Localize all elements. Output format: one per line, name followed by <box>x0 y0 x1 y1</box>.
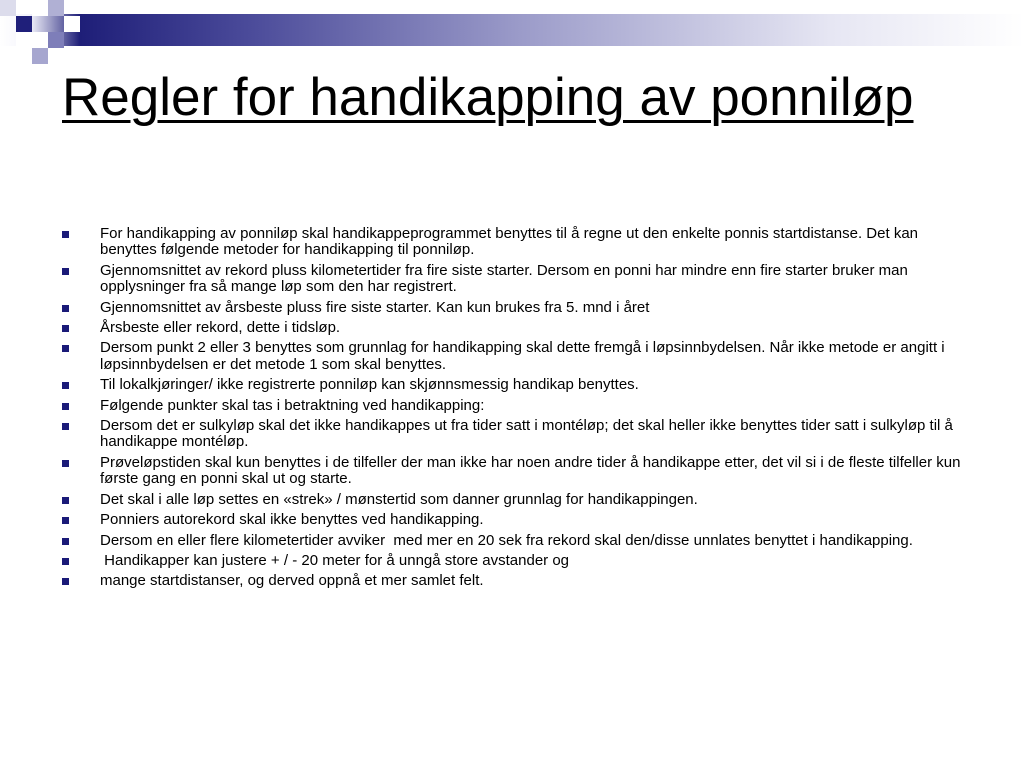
bullet-item <box>62 455 972 488</box>
decorative-square <box>48 32 64 48</box>
square-bullet-icon <box>62 423 69 430</box>
square-bullet-icon <box>62 345 69 352</box>
bullet-text: Gjennomsnittet av rekord pluss kilometertider fra fire siste starter. Dersom en ponni har mindre enn fire starter bruker man opplysninger fra så mange løp som den har registrert. <box>100 261 913 296</box>
bullet-text: Prøveløpstiden skal kun benyttes i de tilfeller der man ikke har noen andre tider å handikappe etter, det vil si i de fleste tilfeller kun første gang en ponni skal ut og starte. <box>100 453 965 488</box>
square-bullet-icon <box>62 517 69 524</box>
bullet-text: Dersom punkt 2 eller 3 benyttes som grunnlag for handikapping skal dette fremgå i løpsinnbydelsen. Når ikke metode er angitt i løpsinnbydelsen er det metode 1 som skal benyttes. <box>100 339 949 373</box>
bullet-text: Gjennomsnittet av årsbeste pluss fire siste starter. Kan kun brukes fra 5. mnd i året <box>100 298 650 316</box>
bullet-item <box>62 377 972 393</box>
bullet-item <box>62 492 972 508</box>
square-bullet-icon <box>62 268 69 275</box>
bullet-item <box>62 263 972 296</box>
square-bullet-icon <box>62 538 69 545</box>
decorative-square <box>48 0 64 16</box>
square-bullet-icon <box>62 382 69 389</box>
decorative-square <box>16 32 32 48</box>
bullet-item <box>62 418 972 451</box>
bullet-item <box>62 398 972 414</box>
square-bullet-icon <box>62 403 69 410</box>
square-bullet-icon <box>62 325 69 332</box>
decorative-square <box>64 16 80 32</box>
bullet-item <box>62 300 972 316</box>
bullet-item <box>62 553 972 569</box>
decorative-square <box>0 0 16 16</box>
square-bullet-icon <box>62 231 69 238</box>
bullet-text: Dersom det er sulkyløp skal det ikke handikappes ut fra tider satt i montéløp; det skal heller ikke benyttes tider satt i sulkyløp til å handikappe montéløp. <box>100 417 958 451</box>
decorative-square <box>32 0 48 16</box>
bullet-item <box>62 573 972 589</box>
bullet-text: Det skal i alle løp settes en «strek» / mønstertid som danner grunnlag for handikappingen. <box>100 490 698 508</box>
bullet-text: Følgende punkter skal tas i betraktning ved handikapping: <box>100 396 485 414</box>
decorative-square <box>16 16 32 32</box>
bullet-text: Ponniers autorekord skal ikke benyttes ved handikapping. <box>100 511 484 529</box>
bullet-item <box>62 512 972 528</box>
decorative-square <box>32 48 48 64</box>
bullet-text: mange startdistanser, og derved oppnå et mer samlet felt. <box>100 572 484 590</box>
slide-title: Regler for handikapping av ponniløp <box>62 68 914 127</box>
square-bullet-icon <box>62 460 69 467</box>
bullet-list <box>62 226 972 594</box>
square-bullet-icon <box>62 497 69 504</box>
bullet-text: Årsbeste eller rekord, dette i tidsløp. <box>100 319 341 337</box>
bullet-text: Dersom en eller flere kilometertider avviker med mer en 20 sek fra rekord skal den/disse unnlates benyttet i handikapping. <box>100 531 913 549</box>
bullet-text: Til lokalkjøringer/ ikke registrerte ponniløp kan skjønnsmessig handikap benyttes. <box>100 376 639 394</box>
square-bullet-icon <box>62 305 69 312</box>
square-bullet-icon <box>62 578 69 585</box>
square-bullet-icon <box>62 558 69 565</box>
bullet-item <box>62 340 972 373</box>
bullet-text: Handikapper kan justere + / - 20 meter for å unngå store avstander og <box>100 551 570 569</box>
bullet-item <box>62 533 972 549</box>
bullet-text: For handikapping av ponniløp skal handikappeprogrammet benyttes til å regne ut den enkelte ponnis startdistanse. Det kan benyttes følgende metoder for handikapping til ponniløp. <box>100 225 923 259</box>
bullet-item <box>62 226 972 259</box>
decorative-square <box>32 32 48 48</box>
header-gradient-band <box>0 14 1024 46</box>
bullet-item <box>62 320 972 336</box>
